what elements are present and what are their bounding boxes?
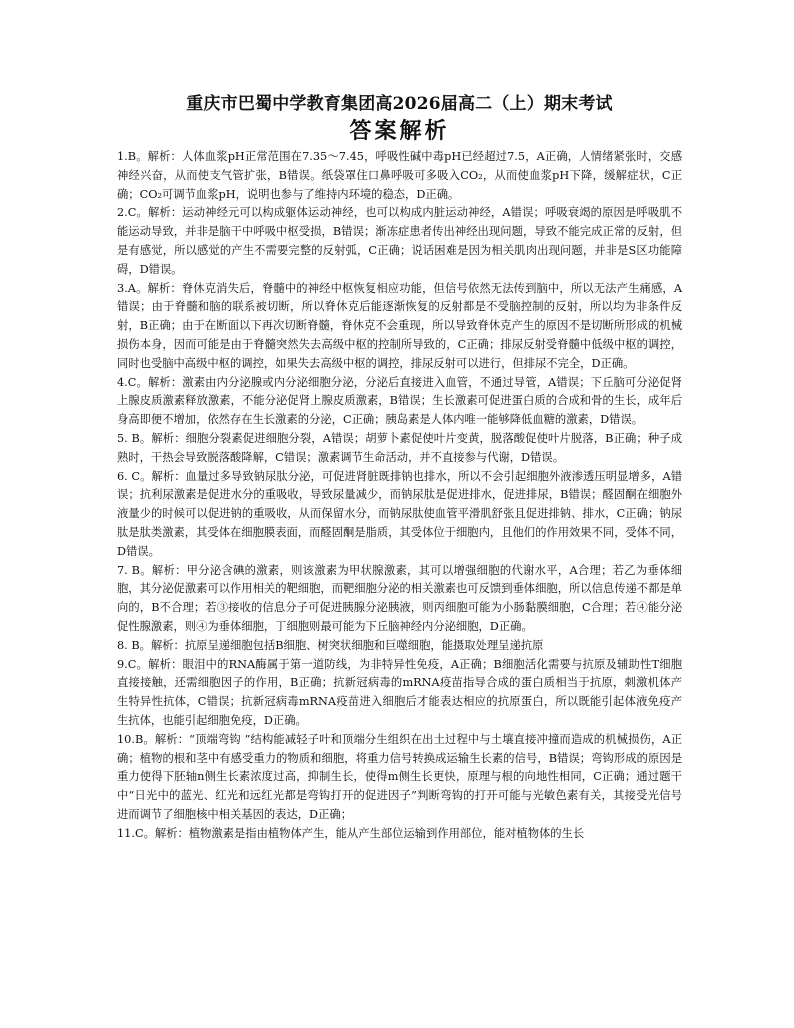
answer-item-9: 9.C。解析：眼泪中的RNA酶属于第一道防线，为非特异性免疫，A正确；B细胞活化需要与抗原及辅助性T细胞直接接触，还需细胞因子的作用，B正确；抗新冠病毒的mRNA疫苗指导合成的蛋白质相当于抗原，刺激机体产生特异性抗体，C错误；抗新冠病毒mRNA疫苗进入细胞后才能表达相应的抗原蛋白，所以既能引起体液免疫产生抗体，也能引起细胞免疫，D正确。 <box>117 657 682 727</box>
answer-item-7: 7. B。解析：甲分泌含碘的激素，则该激素为甲状腺激素，其可以增强细胞的代谢水平，A合理；若乙为垂体细胞，其分泌促激素可以作用相关的靶细胞，而靶细胞分泌的相关激素也可反馈到垂体细胞，所以信息传递不都是单向的，B不合理；若③接收的信息分子可促进胰腺分泌胰液，则丙细胞可能为小肠黏膜细胞，C合理；若④能分泌促性腺激素，则④为垂体细胞，丁细胞则最可能为下丘脑神经内分泌细胞，D正确。 <box>117 563 682 633</box>
answer-item-10: 10.B。解析：“顶端弯钩 ”结构能减轻子叶和顶端分生组织在出土过程中与土壤直接冲撞而造成的机械损伤，A正确；植物的根和茎中有感受重力的物质和细胞，将重力信号转换成运输生长素的信号，B错误；弯钩形成的原因是重力使得下胚轴n侧生长素浓度过高，抑制生长，使得m侧生长更快，原理与根的向地性相同，C正确；通过题干中“日光中的蓝光、红光和远红光都是弯钩打开的促进因子”判断弯钩的打开可能与光敏色素有关，其接受光信号进而调节了细胞核中相关基因的表达，D正确； <box>117 732 682 821</box>
document-subtitle: 答案解析 <box>349 118 450 144</box>
answer-item-2: 2.C。解析：运动神经元可以构成躯体运动神经，也可以构成内脏运动神经，A错误；呼吸衰竭的原因是呼吸肌不能运动导致，并非是脑干中呼吸中枢受损，B错误；渐冻症患者传出神经出现问题，导致不能完成正常的反射，但是有感觉，所以感觉的产生不需要完整的反射弧，C正确；说话困难是因为相关肌肉出现问题，并非是S区功能障碍，D错误。 <box>117 206 682 276</box>
answer-item-8: 8. B。解析：抗原呈递细胞包括B细胞、树突状细胞和巨噬细胞，能摄取处理呈递抗原 <box>117 638 544 652</box>
answer-item-3: 3.A。解析：脊休克消失后，脊髓中的神经中枢恢复相应功能，但信号依然无法传到脑中，所以无法产生痛感，A错误；由于脊髓和脑的联系被切断，所以脊休克后能逐渐恢复的反射都是不受脑控制的反射，所以均为非条件反射，B正确；由于在断面以下再次切断脊髓，脊休克不会重现，所以导致脊休克产生的原因不是切断所形成的机械损伤本身，因而可能是由于脊髓突然失去高级中枢的控制所导致的，C正确；排尿反射受脊髓中低级中枢的调控，同时也受脑中高级中枢的调控，如果失去高级中枢的调控，排尿反射可以进行，但排尿不完全，D正确。 <box>117 281 682 370</box>
answer-item-11: 11.C。解析：植物激素是指由植物体产生，能从产生部位运输到作用部位，能对植物体的生长 <box>117 826 585 840</box>
answer-item-4: 4.C。解析：激素由内分泌腺或内分泌细胞分泌，分泌后直接进入血管，不通过导管，A错误；下丘脑可分泌促肾上腺皮质激素释放激素，不能分泌促肾上腺皮质激素，B错误；生长激素可促进蛋白质的合成和骨的生长，成年后身高即便不增加，依然存在生长激素的分泌，C正确；胰岛素是人体内唯一能够降低血糖的激素，D错误。 <box>117 375 682 427</box>
answer-list <box>117 148 682 843</box>
document-title: 重庆市巴蜀中学教育集团高2026届高二（上）期末考试 <box>186 94 613 114</box>
answer-item-6: 6. C。解析：血量过多导致钠尿肽分泌，可促进肾脏既排钠也排水，所以不会引起细胞外液渗透压明显增多，A错误；抗利尿激素是促进水分的重吸收，导致尿量减少，而钠尿肽是促进排水，促进排尿，B错误；醛固酮在细胞外液量少的时候可以促进钠的重吸收，从而保留水分，而钠尿肽使血管平滑肌舒张且促进排钠、排水，C正确；钠尿肽是肽类激素，其受体在细胞膜表面，而醛固酮是脂质，其受体位于细胞内，且他们的作用效果不同，受体不同，D错误。 <box>117 469 682 558</box>
answer-item-5: 5. B。解析：细胞分裂素促进细胞分裂，A错误；胡萝卜素促使叶片变黄，脱落酸促使叶片脱落，B正确；种子成熟时，干热会导致脱落酸降解，C错误；激素调节生命活动，并不直接参与代谢，D错误。 <box>117 431 682 464</box>
answer-item-1: 1.B。解析：人体血浆pH正常范围在7.35～7.45，呼吸性碱中毒pH已经超过7.5，A正确，人情绪紧张时，交感神经兴奋，从而使支气管扩张，B错误。纸袋罩住口鼻呼吸可多吸入CO₂，从而使血浆pH下降，缓解症状，C正确；CO₂可调节血浆pH，说明也参与了维持内环境的稳态，D正确。 <box>117 150 682 201</box>
